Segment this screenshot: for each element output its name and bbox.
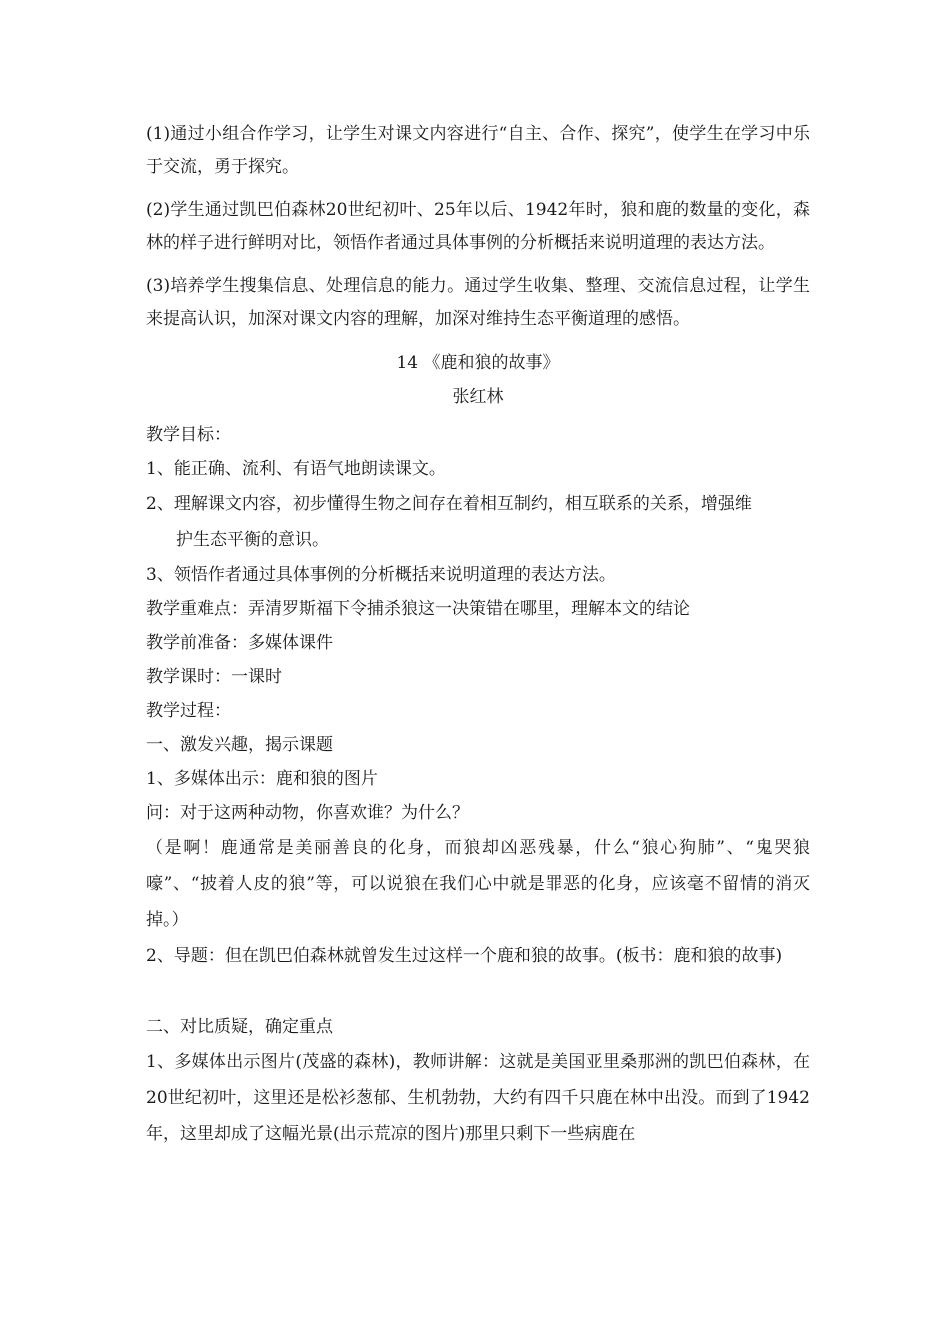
step-1-2: 2、导题：但在凯巴伯森林就曾发生过这样一个鹿和狼的故事。(板书：鹿和狼的故事): [146, 946, 783, 966]
key-points: 教学重难点：弄清罗斯福下令捕杀狼这一决策错在哪里，理解本文的结论: [146, 599, 690, 619]
process-heading: 教学过程：: [146, 701, 231, 721]
lesson-author: 张红林: [452, 387, 504, 407]
document-page: [146, 118, 810, 1152]
goal-item-2-line-1: 2、理解课文内容，初步懂得生物之间存在着相互制约，相互联系的关系，增强维: [146, 494, 752, 514]
goal-item-2-line-2: 护生态平衡的意识。: [176, 530, 329, 550]
spacer: [146, 974, 810, 1010]
section-1-heading: 一、激发兴趣，揭示课题: [146, 735, 333, 755]
objective-paragraph-3: (3)培养学生搜集信息、处理信息的能力。通过学生收集、整理、交流信息过程，让学生来提高认识，加深对课文内容的理解，加深对维持生态平衡道理的感悟。: [146, 276, 810, 329]
goals-heading: 教学目标：: [146, 425, 231, 445]
teacher-note: （是啊！鹿通常是美丽善良的化身，而狼却凶恶残暴，什么“狼心狗肺”、“鬼哭狼嚎”、“披着人皮的狼”等，可以说狼在我们心中就是罪恶的化身，应该毫不留情的消灭掉。）: [146, 838, 810, 930]
objective-paragraph-1: (1)通过小组合作学习，让学生对课文内容进行“自主、合作、探究”，使学生在学习中乐于交流，勇于探究。: [146, 124, 810, 177]
step-1-1: 1、多媒体出示：鹿和狼的图片: [146, 769, 378, 789]
goal-item-1: 1、能正确、流利、有语气地朗读课文。: [146, 459, 446, 479]
section-2-heading: 二、对比质疑，确定重点: [146, 1017, 333, 1037]
question: 问：对于这两种动物，你喜欢谁？为什么？: [146, 803, 469, 823]
preparation: 教学前准备：多媒体课件: [146, 633, 333, 653]
step-2-1: 1、多媒体出示图片(茂盛的森林)，教师讲解：这就是美国亚里桑那洲的凯巴伯森林，在20世纪初叶，这里还是松衫葱郁、生机勃勃，大约有四千只鹿在林中出没。而到了1942年，这里却成了这幅光景(出示荒凉的图片)那里只剩下一些病鹿在: [146, 1052, 810, 1144]
objective-paragraph-2: (2)学生通过凯巴伯森林20世纪初叶、25年以后、1942年时，狼和鹿的数量的变化，森林的样子进行鲜明对比，领悟作者通过具体事例的分析概括来说明道理的表达方法。: [146, 200, 810, 253]
goal-item-3: 3、领悟作者通过具体事例的分析概括来说明道理的表达方法。: [146, 565, 616, 585]
goal-item-2: [146, 486, 810, 558]
lesson-title: 14 《鹿和狼的故事》: [396, 353, 560, 373]
class-periods: 教学课时：一课时: [146, 667, 282, 687]
